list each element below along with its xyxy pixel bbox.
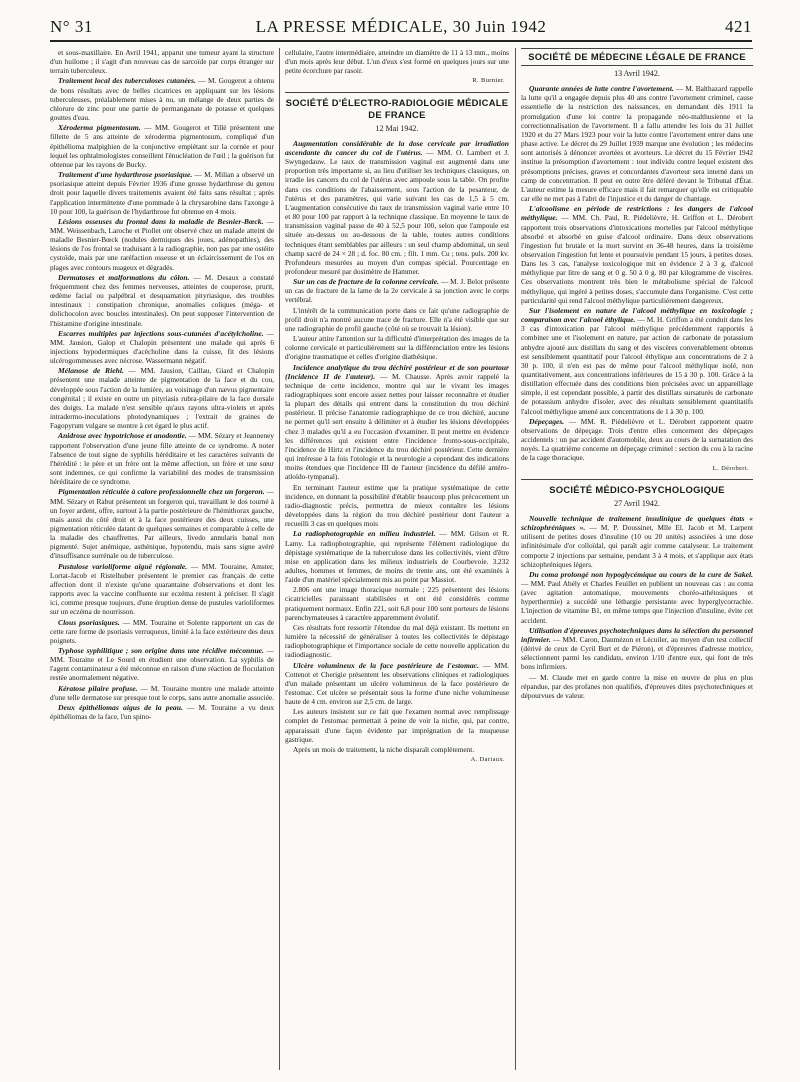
article-heading: Deux épithéliomas aigus de la peau.	[58, 702, 183, 712]
paragraph: — M. Claude met en garde contre la mise en œuvre de plus en plus répandue, par des profanes non qualifiés, d'épreuves dites psychotechniques et dépourvues de valeur.	[521, 672, 753, 700]
article-body: — MM. Touraine et Solente rapportent un cas de cette rare forme de psoriasis verruqueux, limité à la face extérieure des deux poignets.	[50, 617, 274, 645]
article-body: — MM. Touraine, Amster, Lortat-Jacob et Ristelhuber présentent le premier cas français de cette affection dont il n'existe qu'une quarantaine d'observations et dont les rapports avec la vaccine confluente sur eczéma restent à préciser. Il s'agit ici, comme presque toujours, d'une éruption dense de pustules varioliformes sur un eczéma de nourrisson.	[50, 561, 274, 617]
article-heading: Lésions osseuses du frontal dans la maladie de Besnier-Bœck.	[58, 216, 264, 226]
article-heading: Nouvelle technique de traitement insulinique de quelques états « schizophréniques ».	[521, 513, 753, 533]
article-body: — MM. R. Piédelièvre et L. Dérobert rapportent quatre observations de dépeçage. Trois d'entre elles concernent des dépeçages accidentels : un par accident d'automobile, deux au cours de la surnatation des noyés. La quatrième concerne un dépeçage criminel : section du cou à la racine de la cage thoracique.	[521, 416, 753, 463]
article	[521, 84, 753, 203]
article	[285, 363, 509, 482]
section-separator	[285, 89, 509, 93]
article-heading: Mélanose de Riehl.	[58, 366, 124, 376]
article	[521, 417, 753, 463]
article-heading: Typhose syphilitique ; son origine dans une récidive méconnue.	[58, 646, 264, 655]
page-number: 421	[725, 17, 752, 36]
article-heading: Xéroderma pigmentosum.	[58, 123, 141, 133]
article-heading: Dermatoses et malformations du côlon.	[58, 272, 190, 282]
paragraph: Ces résultats font ressortir l'étendue du mal déjà existant. Ils mettent en lumière la nécessité de généraliser à toutes les collectivités le dépistage radiophotographique et l'importance sociale de cette nouvelle application du radiodiagnostic.	[285, 622, 509, 660]
article-heading: Sur un cas de fracture de la colonne cervicale.	[293, 277, 440, 287]
article	[285, 139, 509, 276]
column-left	[50, 48, 274, 1074]
article	[521, 306, 753, 416]
author-signature: A. Dariaux.	[470, 756, 505, 764]
article-body: — M. Gougerot a obtenu de bons résultats avec de belles cicatrices en appliquant sur les lésions tuberculeuses, préalablement mises à nu, un mélange de deux parties de chlorure de zinc pour une partie de permanganate de potasse et quelques gouttes d'eau.	[50, 76, 274, 123]
article-heading: Incidence analytique du trou déchiré postérieur et de son pourtour (Incidence II de l'auteur).	[285, 362, 509, 381]
article-heading: Du coma prolongé non hypoglycémique au cours de la cure de Sakel.	[529, 569, 753, 579]
article	[521, 626, 753, 672]
article-body: — MM. Sézary et Jeanneney rapportent l'observation d'une jeune fille atteinte de ce syndrome. A noter l'absence de tout signe de syphilis héréditaire et les caractères suivants de l'hérédité : le père et un frère ont la même affection, un frère et une sœur sont indemnes, ce qui confirme la variabilité des modes de transmission héréditaire de ce syndrome.	[50, 431, 274, 487]
article	[50, 217, 274, 272]
session-date: 12 Mai 1942.	[375, 123, 419, 133]
article	[50, 618, 274, 645]
article-heading: Escarres multiples par injections sous-cutanées d'acétylcholine.	[58, 328, 264, 338]
article-heading: Traitement local des tuberculoses cutanées.	[58, 76, 196, 86]
article	[285, 529, 509, 584]
article	[521, 204, 753, 305]
article-body: — M. Touraine a vu deux épithéliomas de la face, l'un spino-	[50, 702, 274, 722]
article-body: — M. Chausse. Après avoir rappelé la technique de cette incidence, montre qui sur le vivant les images radiographiques sont encore assez nettes pour laisser reconnaître et étudier la plupart des détails qui entrent dans la constitution du trou déchiré postérieur. Il précise l'anatomie radiographique de ce trou déchiré, aucune ne permet qu'il sert ensuite à délimiter et à étudier les lésions développées chez 3 malades qu'il a eu l'occasion d'examiner. Il peut mettre en évidence les différences qui existent entre l'incidence fronto-sous-occipitale, l'incidence de Hirtz et l'incidence du trou déchiré postérieur. Cette dernière qui intéresse à la fois l'otologie et la neurologie a cependant des indications moins étendues que l'incidence III de l'auteur (incidence du défilé antéro-atloïdo-tympanal).	[285, 371, 509, 482]
column-divider	[515, 48, 516, 1070]
article	[521, 514, 753, 569]
article-body: — MM. Cottenot et Cherigie présentent les observations cliniques et radiologiques d'un malade présentant un ulcère volumineux de la face postérieure de l'estomac. Cet ulcère se présentait sous la forme d'une niche volumineuse haute de 4 cm. environ sur 2,5 cm. de large.	[285, 660, 509, 707]
article-heading: L'alcoolisme en période de restrictions : les dangers de l'alcool méthylique.	[521, 204, 753, 223]
article-body: — MM. Weissenbach, Laroche et Piollet ont observé chez un malade atteint de maladie Besnier-Bœck (nodules dermiques des joues, adénopathies), des lésions de l'os frontal se traduisant à la radiographie, non pas par une ostéite cystoïde, mais par une raréfaction osseuse et un éclaircissement de l'os en plages avec contours nuageux et dégradés.	[50, 216, 274, 272]
column-right	[521, 48, 753, 1074]
paragraph: En terminant l'auteur estime que la pratique systématique de cette incidence, en donnant la possibilité d'établir beaucoup plus précocement un radio-diagnostic précis, permettra de mieux connaître les lésions développées dans la région du trou déchiré postérieur dont l'auteur a recueilli 3 cas en quelques mois	[285, 482, 509, 529]
article	[50, 123, 274, 169]
article-body: — M. H. Griffon a été conduit dans les 3 cas d'intoxication par l'alcool méthylique précédemment rapportés à combiner une et l'isolement en nature, par action de carbonate de potassium anhydre ajouté aux distillats du sang et des viscères convenablement obtenus est sensiblement quantitatif pour l'alcool éthylique aux concentrations de 2 à 30 p. 100, il n'en est pas de même pour l'alcool méthylique isolé, non quantitativement, aux concentrations inférieures de 15 à 30 p. 100. Grâce à la distillation effectuée dans des conditions bien précisées avec un appareillage simple, il est cependant possible, à partir des distillats sursaturés de carbonate de potassium anhydre d'isoler, avec des résultats sensiblement quantitatifs l'alcool méthylique amené aux concentrations de 1 à 30 p. 100.	[521, 315, 753, 416]
article-body: — M. Touraine montre une malade atteinte d'une telle dermatose sur presque tout le corps, sans autre anomalie associée.	[50, 683, 274, 702]
article-heading: Pigmentation réticulée à calore professionnelle chez un forgeron.	[58, 487, 265, 497]
article	[521, 570, 753, 625]
article	[50, 646, 274, 683]
section-separator	[521, 476, 753, 480]
article-body: — M. Desaux a constaté fréquemment chez des femmes nerveuses, atteintes de couperose, prurit, œdème facial ou palpébral et desquamation pityriasique, des troubles intestinaux : constipation chronique, anomalies coliques (méga- et dolichocolon avec boucles intestinales). On peut supposer l'intervention de l'histamine d'origine intestinale.	[50, 272, 274, 328]
session-date: 27 Avril 1942.	[614, 498, 660, 508]
article	[285, 661, 509, 707]
section-title: SOCIÉTÉ D'ÉLECTRO-RADIOLOGIE MÉDICALE DE FRANCE	[285, 96, 509, 120]
article-heading: Utilisation d'épreuves psychotechniques dans la sélection du personnel infirmier.	[521, 625, 753, 644]
section-title: SOCIÉTÉ MÉDICO-PSYCHOLOGIQUE	[549, 483, 725, 495]
column-divider	[279, 48, 280, 1070]
article-body: — M. Balthazard rappelle la lutte qu'il a engagée depuis plus 40 ans contre l'avortement criminel, cause essentielle de la restriction des naissances, en demandant dès 1911 la promulgation d'une loi contre la propagande néo-malthusienne et la correctionnalisation de l'avortement. Il a fallu attendre les lois du 31 Juillet 1920 et du 27 Mars 1923 pour voir la lutte contre l'avortement entrer dans une phase active. Le décret du 29 Juillet 1939 marque une évolution ; les médecins sont autorisés à dénoncer avortées et avorteurs. Le décret du 15 Février 1942 institue la présomption d'avortement : tout individu contre lequel existent des présomptions précises, graves et concordantes d'avorteur sera interné dans un camp de concentration. Il peut en outre être déféré devant le Tribunal d'État. L'auteur estime la mesure efficace mais il fait remarquer qu'elle est critiquable car elle ne met pas à l'abri de l'injustice et du danger de chantage.	[521, 84, 753, 204]
session-date: 13 Avril 1942.	[614, 69, 660, 78]
article	[50, 170, 274, 216]
paragraph: L'auteur attire l'attention sur la difficulté d'interprétation des images de la colonne cervicale et particulièrement sur la différenciation entre les lésions d'origine traumatique et celles d'origine diathésique.	[285, 334, 509, 362]
issue-number: N° 31	[50, 17, 93, 36]
article-body: — MM. Jausion, Caillau, Giard et Chalopin présentent une malade atteinte de pigmentation de la face et du cou, développée sous l'action de la lumière, au voisinage d'un nævus pigmentaire congénital ; il existe en outre un pityriasis rubra-pilaire de la face dorsale des doigts. La malade n'est sensible qu'aux rayons ultra-violets et après intradermo-inoculations photodynamiques ; l'extrait de graines de Fagopyrum vulgare se montre à cet égard le plus actif.	[50, 366, 274, 431]
article-heading: Kératose pilaire profuse.	[58, 683, 138, 693]
article-heading: Clous psoriasiques.	[58, 617, 120, 627]
article-body: — M. J. Belot présente un cas de fracture de la lame de la 2e cervicale à sa jonction avec le corps vertébral.	[285, 277, 509, 305]
article	[50, 431, 274, 486]
article-body: — MM. Sézary et Rabut présentent un forgeron qui, travaillant le dos tourné à un foyer ardent, offre, surtout à la partie postérieure de l'hémithorax gauche, mais aussi du côté droit et à la face postérieure des deux cuisses, une pigmentation réticulée datant de quelques semaines et comparable à celle de la maladie des chauffrettes. Par ailleurs, livedo annularis banal non pigmenté. Sujet anémique, asthénique, hypotendu, mais sans signe avéré d'insuffisance surrénale ou de tuberculose.	[50, 487, 274, 561]
paragraph: L'intérêt de la communication porte dans ce fait qu'une radiographie de profil droit n'a montré aucune trace de fracture. Elle n'a été visible que sur une radiographie de profil gauche (côté où se trouvait la lésion).	[285, 305, 509, 333]
paragraph: Après un mois de traitement, la niche disparaît complètement.	[293, 744, 475, 754]
author-signature: L. Dérobert.	[712, 464, 749, 472]
article	[285, 277, 509, 304]
article	[50, 487, 274, 560]
column-middle	[285, 48, 509, 1074]
article-body: — MM. Touraine et Le Sourd en étudient une observation. La syphilis de l'agent contaminateur a été méconnue en raison d'une réaction de floculation restée anormalement négative.	[50, 646, 274, 683]
paragraph: cellulaire, l'autre intermédiaire, atteindre un diamètre de 11 à 13 mm., moins d'un mois après leur début. L'un d'eux s'est formé en quelques jours sur une petite écorchure par rasoir.	[285, 48, 509, 76]
article-heading: Pustulose varioliforme aiguë régionale.	[58, 561, 188, 571]
article-body: — M. Milian a observé un psoriasique atteint depuis Février 1936 d'une grosse hydarthrose du genou droit pour laquelle divers traitements avaient été faits sans résultat ; après l'application intermittente d'une pommade à la chrysarobine dans l'axonge à 10 pour 100, la guérison de l'hydarthrose fut obtenue en 4 mois.	[50, 170, 274, 216]
article-body: — MM. Gougerot et Tillé présentent une fillette de 5 ans atteinte de xéroderma pigmentosum, compliqué d'un épithélioma malpighien de la conjonctive empiétant sur la cornée et pour lequel les ophtalmologistes conseillent l'énucléation de l'œil ; la guérison fut obtenue par les rayons de Bucky.	[50, 123, 274, 169]
article-heading: Dépeçages.	[529, 416, 565, 426]
article	[50, 703, 274, 721]
article-body: — MM. Jausion, Galop et Chalopin présentent une malade qui après 6 injections hypodermiques d'acécholine dans la cuisse, fit des lésions ulcérogommeuses avec nécrose. Wassermann négatif.	[50, 328, 274, 366]
author-signature: R. Burnier.	[472, 77, 505, 85]
article-body: — MM. Gilson et R. Lamy. La radiophotographie, qui représente l'élément radiologique du dépistage systématique de la tuberculose dans les collectivités, vient d'être mise en application dans les milieux industriels de Courbevoie. 3.232 adultes, hommes et femmes, de moins de trente ans, ont été examinés à l'aide d'un matériel spécialement mis au point par Massiot.	[285, 529, 509, 585]
article-body: — MM. Caron, Daumézon et Lécuiler, au moyen d'un test collectif (dérivé de ceux de Cyril Burt et de Piéron), et d'épreuves d'adresse motrice, sélectionnent parmi les candidats, environ 1/10 d'entre eux, qui font de très bons infirmiers.	[521, 634, 753, 672]
article-heading: Anidrose avec hypotrichose et anodontie.	[58, 431, 187, 441]
article	[50, 684, 274, 702]
journal-title: LA PRESSE MÉDICALE, 30 Juin 1942	[255, 17, 547, 36]
article	[50, 273, 274, 328]
article	[50, 329, 274, 366]
paragraph: et sous-maxillaire. En Avril 1941, apparut une tumeur ayant la structure d'un huilome ; il s'agit d'un nouveau cas de sarcoïde par corps étranger sur terrain tuberculeux.	[50, 48, 274, 76]
paragraph: Les auteurs insistent sur ce fait que l'examen normal avec remplissage complet de l'estomac permettait à peine de voir la niche, qui, par contre, apparaissait d'une façon évidente par imprégnation de la muqueuse gastrique.	[285, 707, 509, 744]
article	[50, 562, 274, 617]
article-body: — MM. O. Lambert et J. Swyngedauw. Le taux de transmission vaginal est augmenté dans une proportion très importante si, au lieu d'utiliser les techniques classiques, on irradie les cancers du col de l'utérus avec ampoule sous la table. On profite dans ces conditions de l'abaissement, sous l'action de la pesanteur, de l'utérus et des paramètres, qui varie suivant les cas de 1,5 à 5 cm. L'augmentation consécutive du taux de transmission vaginal varie entre 10 et 80 pour 100 par rapport à la technique classique. En moyenne le taux de transmission vaginal passe de 40 à 52,5 pour 100, selon que l'ampoule est située au-dessus ou au-dessous de la table, toutes autres conditions techniques étant semblables par ailleurs : un seul champ abdominal, un seul champ sacré de 24 × 28 ; d. foc. 80 cm. ; filt. 1 mm. Cu ; tens. puls. 200 kv. Profondeurs mesurées au moyen d'un compas spécial. Pourcentage en profondeur mesuré par dosimètre de Hammer.	[285, 147, 509, 276]
article	[50, 76, 274, 122]
article	[50, 366, 274, 430]
page-header	[50, 14, 752, 42]
article-heading: La radiophotographie en milieu industriel.	[293, 529, 436, 539]
article-body: — M. P. Doussinet, Mlle El. Jacob et M. Larpent utilisent de petites doses d'insuline (10 ou 20 unités) associées à une dose infinitésimale d'or colloïdal, qui paraît agir comme catalyseur. Le traitement comporte 2 injections par semaine, pendant 3 à 4 mois, et s'applique aux états schizophréniques légers.	[521, 523, 753, 569]
section-title: SOCIÉTÉ DE MÉDECINE LÉGALE DE FRANCE	[521, 48, 753, 66]
article-heading: Augmentation considérable de la dose cervicale par irradiation ascendante du cancer du col de l'utérus.	[285, 138, 509, 157]
article-heading: Sur l'isolement en nature de l'alcool méthylique en toxicologie ; comparaison avec l'alcool éthylique.	[521, 305, 753, 325]
article-heading: Ulcère volumineux de la face postérieure de l'estomac.	[293, 660, 479, 670]
paragraph: 2.806 ont une image thoracique normale ; 225 présentent des lésions cicatricielles paraissant stabilisées et ont été considérés comme pratiquement normaux. Enfin 221, soit 6,8 pour 100 sont porteurs de lésions parenchymateuses à caractère apparemment évolutif.	[285, 585, 509, 622]
article-body: — MM. Ch. Paul, R. Piédelièvre, H. Griffon et L. Dérobert rapportent trois observations d'intoxications mortelles par l'alcool méthylique absorbé et absorbé en guise d'alcool ordinaire. Dans deux observations l'ingestion fut brutale et la mort survint en 36-48 heures, dans la troisième observation l'ingestion fut lente et poursuivie pendant 15 jours, à petites doses. Dans les 3 cas, l'analyse toxicologique mit en évidence 2 à 3 g. d'alcool méthylique par litre de sang et 0 g. 50 à 0 g. 80 par kilogramme de viscères. Ces observations montrent très bien le métabolisme spécial de l'alcool méthylique, qui ingéré à petites doses, s'accumule dans l'organisme. C'est cette particularité qui rend l'alcool méthylique particulièrement dangereux.	[521, 213, 753, 305]
article-body: — MM. Paul Abély et Charles Feuillet en publient un nouveau cas : au coma (avec agitation automatique, mouvements choréo-athétosiques et hyperthermie) a succédé une léthargie persistante avec hyperglycorrachie. L'injection de vitamine B1, en même temps que l'injection d'insuline, évite cet accident.	[521, 578, 753, 625]
article-heading: Quarante années de lutte contre l'avortement.	[529, 84, 674, 94]
article-heading: Traitement d'une hydarthrose psoriasique.	[58, 170, 193, 180]
